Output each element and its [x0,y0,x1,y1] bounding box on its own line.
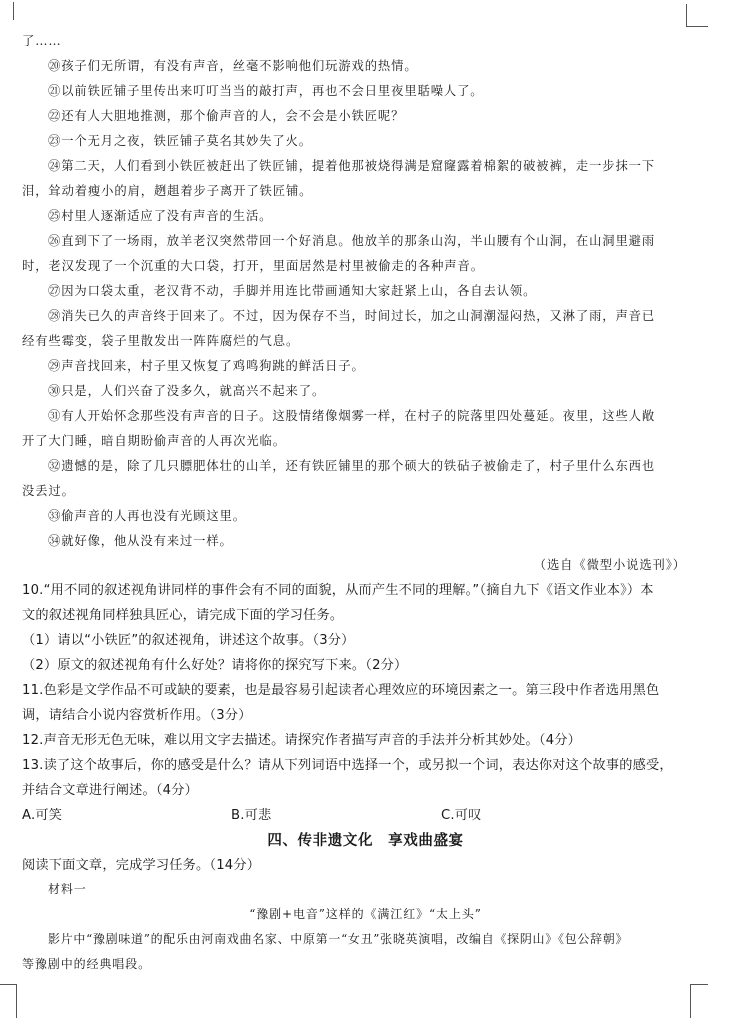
story-paragraph-34: ㉞就好像，他从没有来过一样。 [48,534,233,548]
crop-mark-bottom-right-h [690,984,708,985]
story-paragraph-24-line1: ㉔第二天，人们看到小铁匠被赶出了铁匠铺，提着他那被烧得满是窟窿露着棉絮的破被裤，走一步抹一下 [48,159,656,173]
story-paragraph-30: ㉚只是，人们兴奋了没多久，就高兴不起来了。 [48,384,326,398]
question-10-line1: 10.“用不同的叙述视角讲同样的事件会有不同的面貌，从而产生不同的理解。”（摘自九下《语文作业本》）本 [22,583,654,598]
question-12: 12.声音无形无色无味，难以用文字去描述。请探究作者描写声音的手法并分析其妙处。（4分） [22,733,582,748]
crop-mark-bottom-left-h [0,984,16,985]
question-11-line1: 11.色彩是文学作品不可或缺的要素，也是最容易引起读者心理效应的环境因素之一。第三段中作者选用黑色 [22,683,660,698]
question-10-sub1: （1）请以“小铁匠”的叙述视角，讲述这个故事。（3分） [22,633,355,648]
story-paragraph-28-line1: ㉘消失已久的声音终于回来了。不过，因为保存不当，时间过长，加之山洞潮湿闷热，又淋了雨，声音已 [48,309,656,323]
section-4-heading: 四、传非遗文化 享戏曲盛宴 [267,833,464,849]
option-b: B.可悲 [231,808,272,823]
story-paragraph-26-line1: ㉖直到下了一场雨，放羊老汉突然带回一个好消息。他放羊的那条山沟，半山腰有个山洞，在山洞里避雨 [48,234,656,248]
crop-mark-top-right-h [686,26,708,27]
story-source: （选自《微型小说选刊》） [533,558,686,572]
story-paragraph-31-line1: ㉛有人开始怀念那些没有声音的日子。这股情绪像烟雾一样，在村子的院落里四处蔓延。夜里，这些人敞 [48,409,656,423]
story-line-top: 了…… [22,34,62,48]
story-paragraph-23: ㉓一个无月之夜，铁匠铺子莫名其妙失了火。 [48,134,312,148]
section-4-intro: 阅读下面文章，完成学习任务。（14分） [22,858,261,873]
story-paragraph-28-line2: 经有些霉变，袋子里散发出一阵阵腐烂的气息。 [22,334,300,348]
story-paragraph-27: ㉗因为口袋太重，老汉背不动，手脚并用连比带画通知大家赶紧上山，各自去认领。 [48,284,537,298]
question-13-line1: 13.读了这个故事后，你的感受是什么？请从下列词语中选择一个，或另拟一个词，表达你对这个故事的感受， [22,758,673,773]
material-label: 材料一 [48,882,87,896]
story-paragraph-21: ㉑以前铁匠铺子里传出来叮叮当当的敲打声，再也不会日里夜里聒噪人了。 [48,84,484,98]
story-paragraph-25: ㉕村里人逐渐适应了没有声音的生活。 [48,209,273,223]
story-paragraph-33: ㉝偷声音的人再也没有光顾这里。 [48,509,246,523]
question-11-line2: 调，请结合小说内容赏析作用。（3分） [22,708,252,723]
question-10-sub2: （2）原文的叙述视角有什么好处？请将你的探究写下来。（2分） [22,658,408,673]
story-paragraph-22: ㉒还有人大胆地推测，那个偷声音的人，会不会是小铁匠呢？ [48,109,405,123]
story-paragraph-31-line2: 开了大门睡，暗自期盼偷声音的人再次光临。 [22,434,286,448]
option-a: A.可笑 [22,808,63,823]
story-paragraph-24-line2: 泪，耸动着瘦小的肩，趔趄着步子离开了铁匠铺。 [22,184,313,198]
material-title: “豫剧+电音”这样的《满江红》“太上头” [249,907,482,921]
story-paragraph-32-line2: 没丢过。 [22,484,75,498]
story-paragraph-32-line1: ㉜遗憾的是，除了几只膘肥体壮的山羊，还有铁匠铺里的那个硕大的铁砧子被偷走了，村子里什么东西也 [48,459,656,473]
crop-mark-bottom-right [690,984,691,1018]
material-paragraph-line1: 影片中“豫剧味道”的配乐由河南戏曲名家、中原第一“女丑”张晓英演唱，改编自《探阴山》《包公辞朝》 [48,932,629,946]
crop-mark-top-left [13,2,14,20]
option-c: C.可叹 [441,808,482,823]
question-13-line2: 并结合文章进行阐述。（4分） [22,783,199,798]
story-paragraph-29: ㉙声音找回来，村子里又恢复了鸡鸣狗跳的鲜活日子。 [48,359,365,373]
story-paragraph-20: ⑳孩子们无所谓，有没有声音，丝毫不影响他们玩游戏的热情。 [48,59,418,73]
story-paragraph-26-line2: 时，老汉发现了一个沉重的大口袋，打开，里面居然是村里被偷走的各种声音。 [22,259,484,273]
material-paragraph-line2: 等豫剧中的经典唱段。 [22,957,152,971]
question-10-line2: 文的叙述视角同样独具匠心，请完成下面的学习任务。 [22,608,344,623]
crop-mark-bottom-left [16,984,17,1018]
crop-mark-top-right [686,4,687,26]
